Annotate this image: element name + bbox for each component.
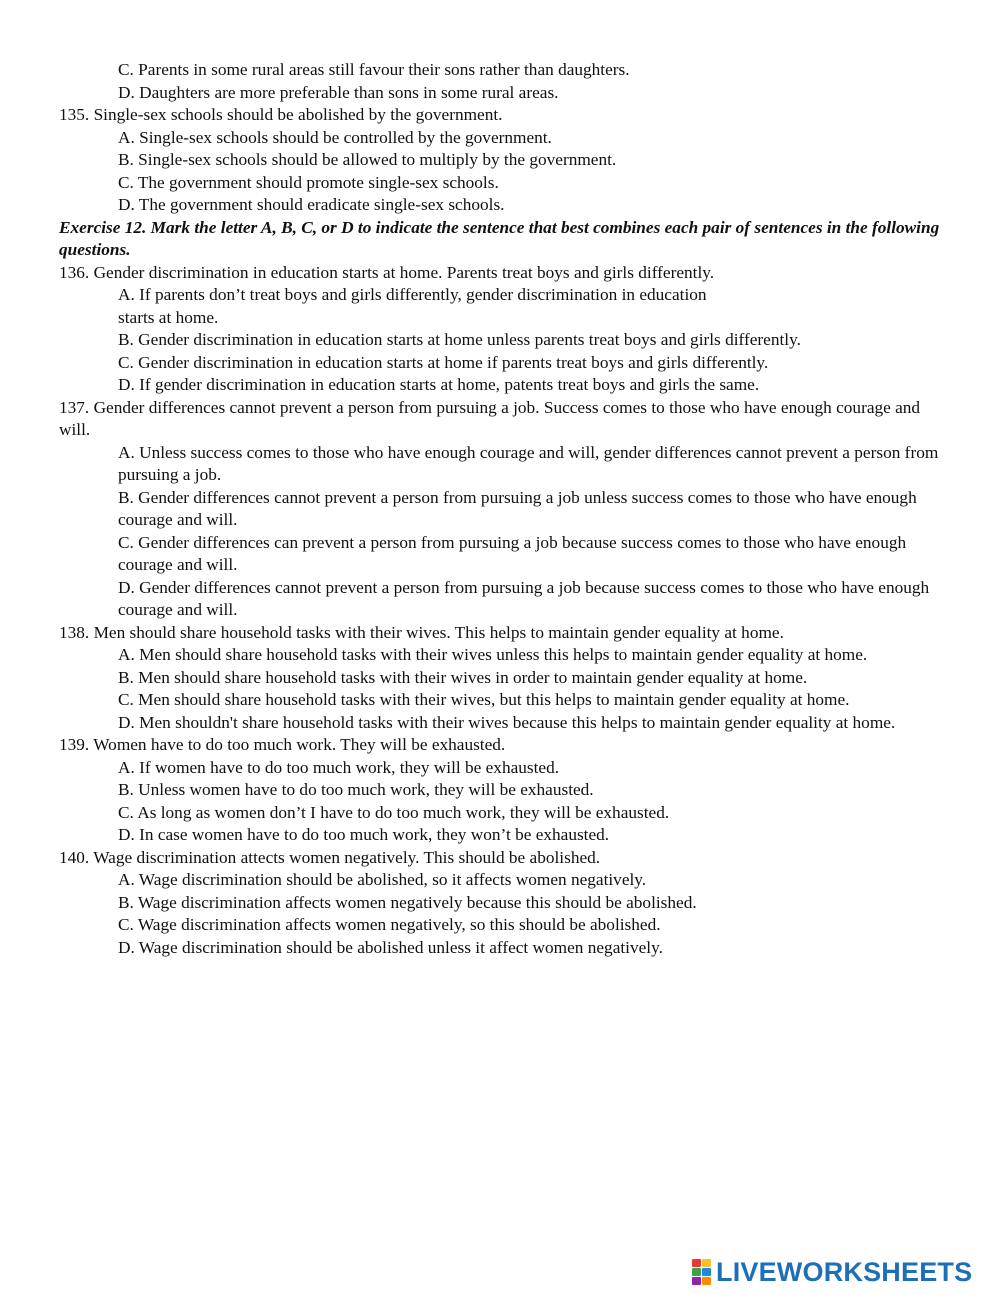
q136-option-c: C. Gender discrimination in education starts at home if parents treat boys and girls differently. <box>118 352 769 372</box>
logo-tile-5 <box>692 1277 701 1285</box>
liveworksheets-logo-icon <box>692 1259 712 1285</box>
worksheet-page <box>59 59 944 959</box>
q140-option-b: B. Wage discrimination affects women negatively because this should be abolished. <box>118 892 697 912</box>
q135-option-b: B. Single-sex schools should be allowed to multiply by the government. <box>118 150 617 169</box>
q136-option-a-line1: A. If parents don’t treat boys and girls differently, gender discrimination in education <box>118 285 707 304</box>
q139-option-c: C. As long as women don’t I have to do too much work, they will be exhausted. <box>118 802 670 822</box>
q138-option-d: D. Men shouldn't share household tasks with their wives because this helps to maintain gender equality at home. <box>118 712 896 732</box>
q138-option-a: A. Men should share household tasks with their wives unless this helps to maintain gender equality at home. <box>118 645 868 664</box>
logo-tile-4 <box>702 1268 711 1276</box>
q137-option-d: D. Gender differences cannot prevent a person from pursuing a job because success comes to those who have enough courage and will. <box>118 577 930 619</box>
q136-option-d: D. If gender discrimination in education starts at home, patents treat boys and girls the same. <box>118 375 760 394</box>
q139-option-d: D. In case women have to do too much work, they won’t be exhausted. <box>118 825 610 844</box>
q136-option-a-line2: starts at home. <box>118 307 219 327</box>
q138-option-b: B. Men should share household tasks with their wives in order to maintain gender equality at home. <box>118 667 808 687</box>
q135-option-a: A. Single-sex schools should be controlled by the government. <box>118 127 552 147</box>
q140-stem: 140. Wage discrimination attects women negatively. This should be abolished. <box>59 847 601 867</box>
q135-stem: 135. Single-sex schools should be abolished by the government. <box>59 105 503 124</box>
exercise-12-instruction: Exercise 12. Mark the letter A, B, C, or D to indicate the sentence that best combines each pair of sentences in the following questions. <box>59 217 940 259</box>
logo-tile-1 <box>692 1259 701 1267</box>
q139-stem: 139. Women have to do too much work. They will be exhausted. <box>59 735 506 754</box>
q138-stem: 138. Men should share household tasks with their wives. This helps to maintain gender equality at home. <box>59 622 784 642</box>
q139-option-b: B. Unless women have to do too much work, they will be exhausted. <box>118 780 594 799</box>
q137-option-b: B. Gender differences cannot prevent a person from pursuing a job unless success comes to those who have enough courage and will. <box>118 487 917 529</box>
liveworksheets-wordmark: LIVEWORKSHEETS <box>716 1257 973 1287</box>
q134-option-d: D. Daughters are more preferable than sons in some rural areas. <box>118 82 559 102</box>
logo-tile-2 <box>702 1259 711 1267</box>
q134-option-c: C. Parents in some rural areas still favour their sons rather than daughters. <box>118 60 630 79</box>
q138-option-c: C. Men should share household tasks with their wives, but this helps to maintain gender equality at home. <box>118 690 850 709</box>
q136-stem: 136. Gender discrimination in education starts at home. Parents treat boys and girls differently. <box>59 262 715 282</box>
q140-option-a: A. Wage discrimination should be abolished, so it affects women negatively. <box>118 870 647 889</box>
q135-option-c: C. The government should promote single-sex schools. <box>118 172 499 192</box>
logo-tile-6 <box>702 1277 711 1285</box>
q140-option-d: D. Wage discrimination should be abolished unless it affect women negatively. <box>118 937 663 957</box>
q140-option-c: C. Wage discrimination affects women negatively, so this should be abolished. <box>118 915 661 934</box>
q135-option-d: D. The government should eradicate single-sex schools. <box>118 195 505 214</box>
q137-option-a: A. Unless success comes to those who have enough courage and will, gender differences cannot prevent a person from pursuing a job. <box>118 442 939 484</box>
logo-tile-3 <box>692 1268 701 1276</box>
liveworksheets-brand[interactable] <box>692 1255 992 1289</box>
q136-option-b: B. Gender discrimination in education starts at home unless parents treat boys and girls differently. <box>118 330 801 349</box>
q139-option-a: A. If women have to do too much work, they will be exhausted. <box>118 757 560 777</box>
q137-option-c: C. Gender differences can prevent a person from pursuing a job because success comes to those who have enough courage and will. <box>118 532 907 574</box>
q137-stem: 137. Gender differences cannot prevent a person from pursuing a job. Success comes to those who have enough courage and will. <box>59 397 921 439</box>
